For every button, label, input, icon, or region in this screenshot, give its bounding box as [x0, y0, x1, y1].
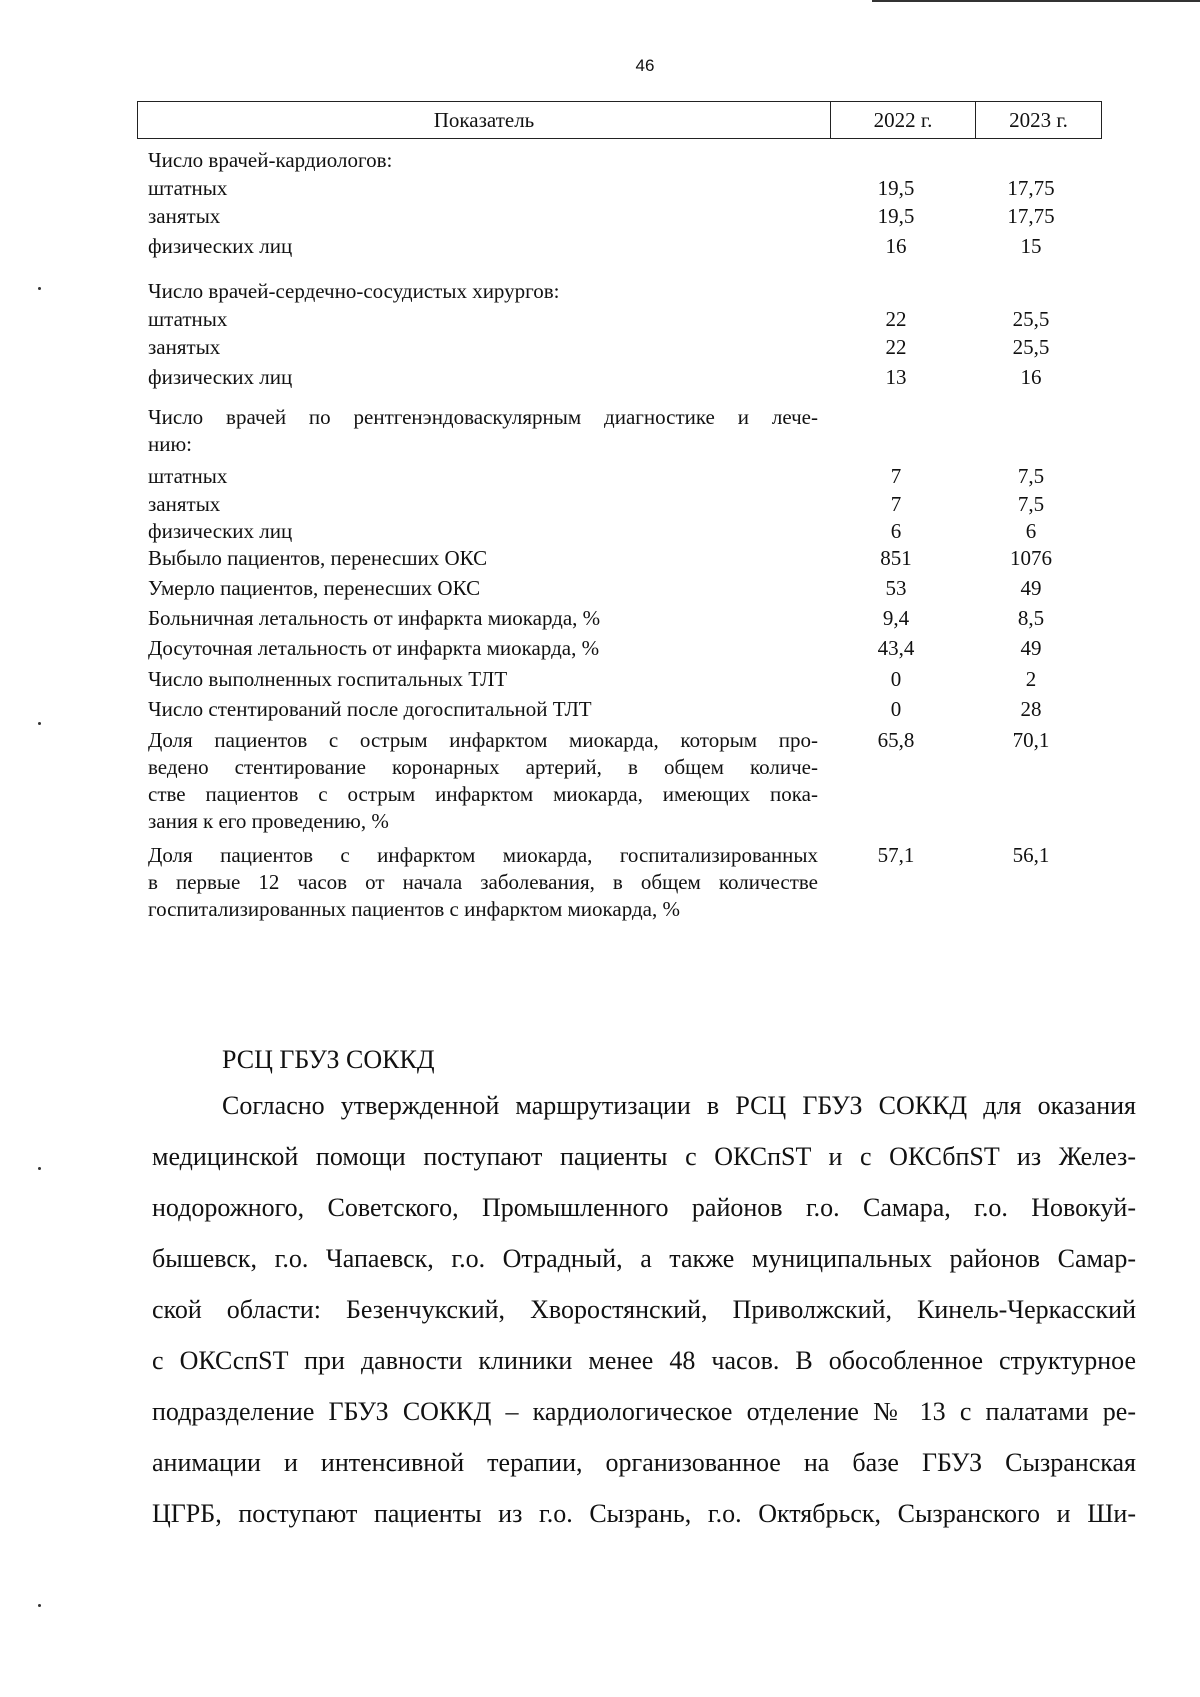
row-label-line: Доля пациентов с инфарктом миокарда, госпитализированных	[148, 843, 818, 867]
value-2023: 8,5	[1017, 606, 1045, 630]
paragraph-line: ЦГРБ, поступают пациенты из г.о. Сызрань, г.о. Октябрьск, Сызранского и Ши-	[152, 1499, 1136, 1528]
row-label: Умерло пациентов, перенесших ОКС	[148, 576, 481, 600]
value-2022: 22	[885, 307, 907, 331]
paragraph-line: анимации и интенсивной терапии, организованное на базе ГБУЗ Сызранская	[152, 1448, 1136, 1477]
value-2023: 25,5	[1012, 335, 1050, 359]
value-2022: 53	[885, 576, 907, 600]
value-2022: 19,5	[877, 176, 915, 200]
paragraph-line: Согласно утвержденной маршрутизации в РСЦ ГБУЗ СОККД для оказания	[222, 1091, 1136, 1120]
row-label: физических лиц	[148, 519, 293, 543]
scan-speck	[38, 1167, 41, 1170]
value-2022: 57,1	[877, 843, 915, 867]
value-2022: 7	[890, 492, 902, 516]
value-2022: 851	[880, 546, 912, 570]
section-paragraph	[152, 1080, 1136, 1539]
row-label	[148, 842, 818, 923]
value-2022: 6	[890, 519, 902, 543]
value-2022: 65,8	[877, 728, 915, 752]
header-year-2023: 2023 г.	[1009, 107, 1068, 132]
value-2023: 17,75	[1007, 176, 1055, 200]
scan-edge-line	[872, 0, 1200, 2]
row-label: физических лиц	[148, 234, 293, 258]
scan-speck	[38, 287, 41, 290]
value-2023: 56,1	[1012, 843, 1050, 867]
scan-speck	[38, 1604, 41, 1607]
row-label-line: нию:	[148, 432, 192, 456]
row-label: Число врачей-кардиологов:	[148, 148, 393, 172]
row-label	[148, 727, 818, 835]
value-2023: 2	[1025, 667, 1037, 691]
header-year-2022: 2022 г.	[831, 102, 976, 138]
value-2022: 0	[890, 667, 902, 691]
row-label: штатных	[148, 464, 228, 488]
value-2022: 0	[890, 697, 902, 721]
row-label-line: стве пациентов с острым инфарктом миокарда, имеющих пока-	[148, 782, 818, 806]
row-label: Число стентирований после догоспитальной ТЛТ	[148, 697, 592, 721]
row-label: Число врачей-сердечно-сосудистых хирургов:	[148, 279, 560, 303]
row-label-line: зания к его проведению, %	[148, 809, 389, 833]
row-label: Больничная летальность от инфаркта миокарда, %	[148, 606, 601, 630]
value-2023: 7,5	[1017, 492, 1045, 516]
value-2023: 28	[1020, 697, 1042, 721]
value-2023: 49	[1020, 576, 1042, 600]
row-label	[148, 404, 818, 458]
value-2023: 17,75	[1007, 204, 1055, 228]
value-2022: 43,4	[877, 636, 915, 660]
scan-speck	[38, 722, 41, 725]
row-label: штатных	[148, 176, 228, 200]
row-label: физических лиц	[148, 365, 293, 389]
row-label-line: ведено стентирование коронарных артерий, в общем количе-	[148, 755, 818, 779]
value-2022: 22	[885, 335, 907, 359]
row-label-line: Доля пациентов с острым инфарктом миокарда, которым про-	[148, 728, 818, 752]
value-2023: 7,5	[1017, 464, 1045, 488]
row-label-line: госпитализированных пациентов с инфарктом миокарда, %	[148, 897, 680, 921]
row-label: занятых	[148, 492, 221, 516]
value-2022: 13	[885, 365, 907, 389]
value-2023: 25,5	[1012, 307, 1050, 331]
row-label: Число выполненных госпитальных ТЛТ	[148, 667, 508, 691]
value-2023: 16	[1020, 365, 1042, 389]
row-label: занятых	[148, 335, 221, 359]
row-label: Выбыло пациентов, перенесших ОКС	[148, 546, 488, 570]
value-2023: 49	[1020, 636, 1042, 660]
value-2022: 7	[890, 464, 902, 488]
row-label-line: Число врачей по рентгенэндоваскулярным диагностике и лече-	[148, 405, 818, 429]
row-label: занятых	[148, 204, 221, 228]
value-2023: 70,1	[1012, 728, 1050, 752]
paragraph-line: нодорожного, Советского, Промышленного районов г.о. Самара, г.о. Новокуй-	[152, 1193, 1136, 1222]
paragraph-line: бышевск, г.о. Чапаевск, г.о. Отрадный, а также муниципальных районов Самар-	[152, 1244, 1136, 1273]
paragraph-line: ской области: Безенчукский, Хворостянский, Приволжский, Кинель-Черкасский	[152, 1295, 1136, 1324]
row-label: Досуточная летальность от инфаркта миокарда, %	[148, 636, 600, 660]
row-label-line: в первые 12 часов от начала заболевания, в общем количестве	[148, 870, 818, 894]
row-label: штатных	[148, 307, 228, 331]
paragraph-line: с ОКСспST при давности клиники менее 48 часов. В обособленное структурное	[152, 1346, 1136, 1375]
value-2022: 16	[885, 234, 907, 258]
header-indicator: Показатель	[138, 102, 831, 138]
section-heading: РСЦ ГБУЗ СОККД	[222, 1045, 435, 1074]
paragraph-line: медицинской помощи поступают пациенты с ОКСпST и с ОКСбпST из Желез-	[152, 1142, 1136, 1171]
page-number: 46	[635, 56, 655, 75]
value-2023: 15	[1020, 234, 1042, 258]
paragraph-line: подразделение ГБУЗ СОККД – кардиологическое отделение № 13 с палатами ре-	[152, 1397, 1136, 1426]
value-2022: 19,5	[877, 204, 915, 228]
table-header	[137, 101, 1102, 139]
value-2022: 9,4	[882, 606, 910, 630]
value-2023: 1076	[1010, 546, 1052, 570]
value-2023: 6	[1025, 519, 1037, 543]
